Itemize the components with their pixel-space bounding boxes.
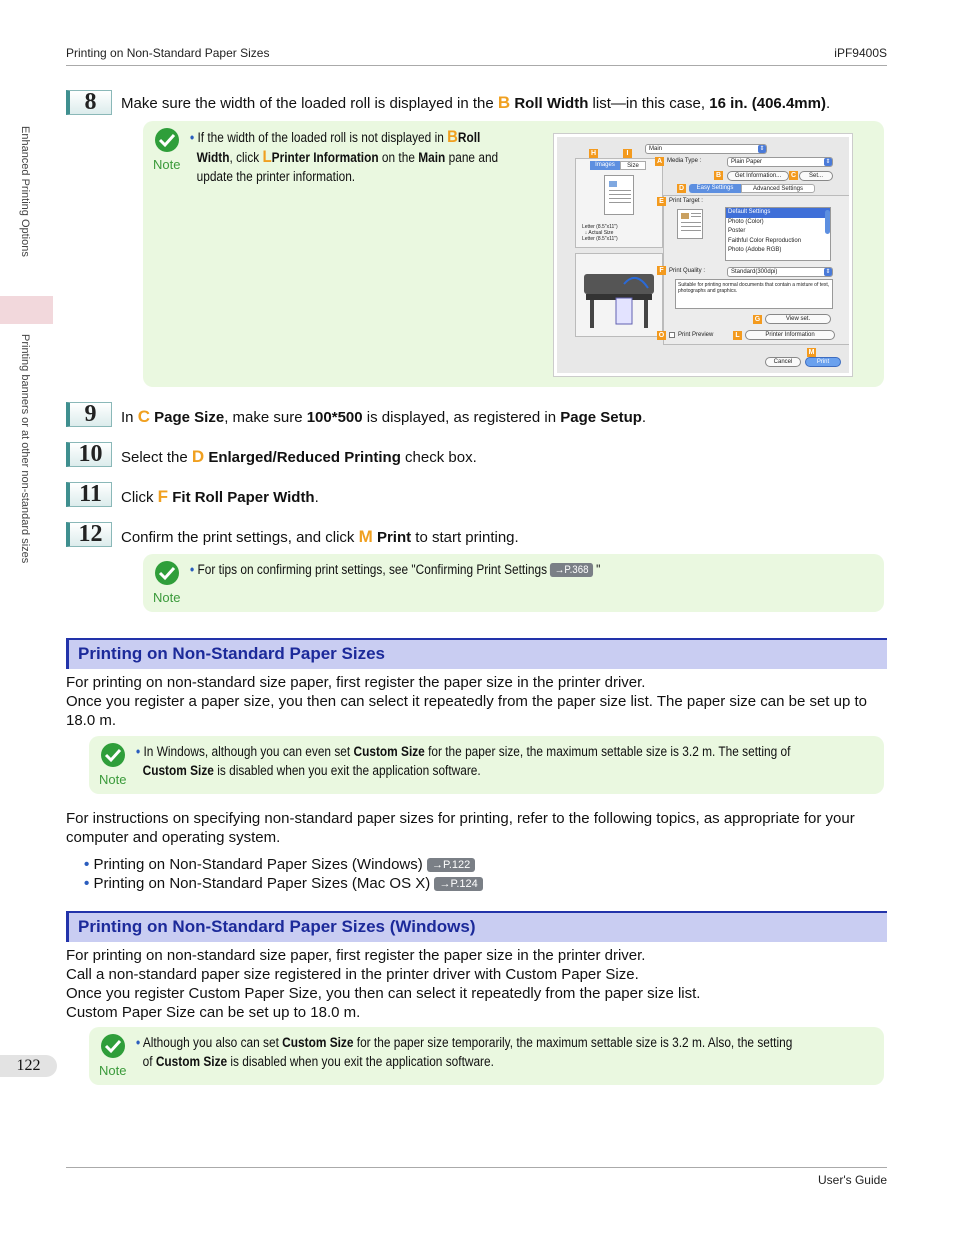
note-box [89, 736, 884, 794]
note-label: Note [153, 157, 181, 172]
callout-f: F [657, 266, 666, 275]
sheet-select[interactable]: Main ⇕ [645, 144, 767, 154]
paragraph: Once you register Custom Paper Size, you then can select it repeatedly from the paper size list. [66, 985, 701, 1002]
paragraph: For printing on non-standard size paper, first register the paper size in the printer driver. [66, 947, 646, 964]
view-set-button[interactable]: View set. [765, 314, 831, 324]
media-type-select[interactable]: Plain Paper ⇕ [727, 157, 833, 167]
note-box [143, 554, 884, 612]
note-check-icon [154, 127, 180, 153]
print-target-label: Print Target : [669, 198, 703, 204]
key-letter: F [157, 487, 169, 506]
note-label: Note [99, 772, 127, 787]
tab-images[interactable]: Images [590, 161, 620, 170]
note-check-icon [154, 560, 180, 586]
step-number: 10 [66, 442, 112, 467]
callout-h: H [590, 150, 597, 157]
step-number: 12 [66, 522, 112, 547]
step-number: 8 [66, 90, 112, 115]
callout-m: M [808, 349, 815, 356]
header-rule [66, 65, 887, 66]
footer-guide-label: User's Guide [818, 1173, 887, 1187]
running-header-title: Printing on Non-Standard Paper Sizes [66, 46, 270, 60]
callout-a: A [656, 158, 663, 165]
note-label: Note [99, 1063, 127, 1078]
footer-rule [66, 1167, 887, 1168]
print-quality-select[interactable]: Standard(300dpi) ⇕ [727, 267, 833, 277]
callout-l: L [733, 331, 742, 340]
tab-easy-settings[interactable]: Easy Settings [689, 184, 741, 193]
callout-g: G [754, 316, 761, 323]
note-check-icon [100, 1033, 126, 1059]
print-target-list[interactable] [725, 207, 831, 261]
page-ref-link[interactable]: →P.124 [434, 877, 482, 891]
note-text: • If the width of the loaded roll is not displayed in BRoll Width, click LPrinter Information on the Main pane and update the printer information. [190, 127, 499, 184]
key-letter: C [137, 407, 150, 426]
side-tab-marker [0, 296, 53, 324]
list-item: • Printing on Non-Standard Paper Sizes (Mac OS X) →P.124 [84, 874, 483, 893]
key-letter: B [497, 93, 511, 112]
print-button[interactable]: Print [805, 357, 841, 367]
layout-preview-panel [575, 158, 663, 248]
note-check-icon [100, 742, 126, 768]
page-number: 122 [0, 1055, 57, 1077]
note-text: • In Windows, although you can even set Custom Size for the paper size, the maximum settable size is 3.2 m. The setting of Custom Size is disabled when you exit the application software. [136, 744, 791, 778]
paragraph: Once you register a paper size, you then can select it repeatedly from the paper size list. The paper size can be set up to 18.0 m. [66, 693, 867, 729]
note-text: • For tips on confirming print settings, see "Confirming Print Settings →P.368 " [190, 562, 601, 577]
callout-d: D [678, 185, 685, 192]
printer-illustration [575, 253, 663, 337]
key-letter: D [191, 447, 205, 466]
target-option[interactable]: Photo (Adobe RGB) [728, 247, 782, 253]
target-option[interactable]: Poster [728, 228, 746, 234]
page-ref-link[interactable]: →P.368 [550, 563, 593, 577]
page-ref-link[interactable]: →P.122 [427, 858, 475, 872]
target-option[interactable]: Photo (Color) [728, 218, 764, 225]
tab-advanced-settings[interactable]: Advanced Settings [741, 184, 815, 193]
printer-information-button[interactable]: Printer Information [745, 330, 835, 340]
key-letter: M [358, 527, 373, 546]
paragraph: Custom Paper Size can be set up to 18.0 m. [66, 1004, 361, 1021]
callout-i: I [623, 149, 632, 158]
preview-size-text: Letter (8.5"x11") ↓ Actual Size Letter (8.5"x11") [582, 224, 618, 242]
section-heading: Printing on Non-Standard Paper Sizes (Windows) [66, 911, 887, 942]
set-button[interactable]: Set... [799, 171, 833, 181]
quality-description: Suitable for printing normal documents that contain a mixture of text, photographs and graphics. [675, 279, 833, 309]
step-number: 9 [66, 402, 112, 427]
paragraph: Call a non-standard paper size registered in the printer driver with Custom Paper Size. [66, 966, 639, 983]
section-heading: Printing on Non-Standard Paper Sizes [66, 638, 887, 669]
print-preview-checkbox[interactable] [669, 332, 675, 338]
side-section-label: Enhanced Printing Options [19, 126, 31, 257]
note-box [89, 1027, 884, 1085]
list-scrollbar[interactable] [825, 210, 830, 234]
step-text: Select the D Enlarged/Reduced Printing check box. [121, 447, 477, 466]
callout-b: B [715, 172, 722, 179]
print-quality-label: Print Quality : [669, 268, 706, 274]
callout-e: E [657, 197, 666, 206]
callout-o: O [658, 332, 665, 339]
paragraph: For printing on non-standard size paper, first register the paper size in the printer driver. [66, 674, 646, 691]
print-preview-label: Print Preview [678, 332, 714, 338]
get-information-button[interactable]: Get Information... [727, 171, 789, 181]
media-type-label: Media Type : [667, 158, 702, 164]
list-item: • Printing on Non-Standard Paper Sizes (Windows) →P.122 [84, 855, 475, 874]
note-label: Note [153, 590, 181, 605]
page-thumbnail [604, 175, 634, 215]
step-text: Make sure the width of the loaded roll is displayed in the B Roll Width list—in this case, 16 in. (406.4mm). [121, 93, 831, 112]
driver-dialog-screenshot [554, 134, 852, 376]
step-text: Confirm the print settings, and click M Print to start printing. [121, 527, 519, 546]
paragraph: For instructions on specifying non-standard paper sizes for printing, refer to the following topics, as appropriate for your computer and operating system. [66, 810, 855, 846]
tab-size[interactable]: Size [620, 161, 646, 170]
step-text: In C Page Size, make sure 100*500 is displayed, as registered in Page Setup. [121, 407, 647, 426]
target-option[interactable]: Faithful Color Reproduction [728, 237, 802, 244]
target-thumbnail [677, 209, 703, 239]
target-option[interactable]: Default Settings [726, 208, 830, 218]
running-header-model: iPF9400S [834, 46, 887, 60]
note-text: • Although you also can set Custom Size for the paper size temporarily, the maximum settable size is 3.2 m. Also, the setting of Custom Size is disabled when you exit the application software. [136, 1035, 793, 1069]
cancel-button[interactable]: Cancel [765, 357, 801, 367]
step-text: Click F Fit Roll Paper Width. [121, 487, 319, 506]
callout-c: C [790, 172, 797, 179]
side-subsection-label: Printing banners or at other non-standard sizes [19, 334, 31, 564]
step-number: 11 [66, 482, 112, 507]
